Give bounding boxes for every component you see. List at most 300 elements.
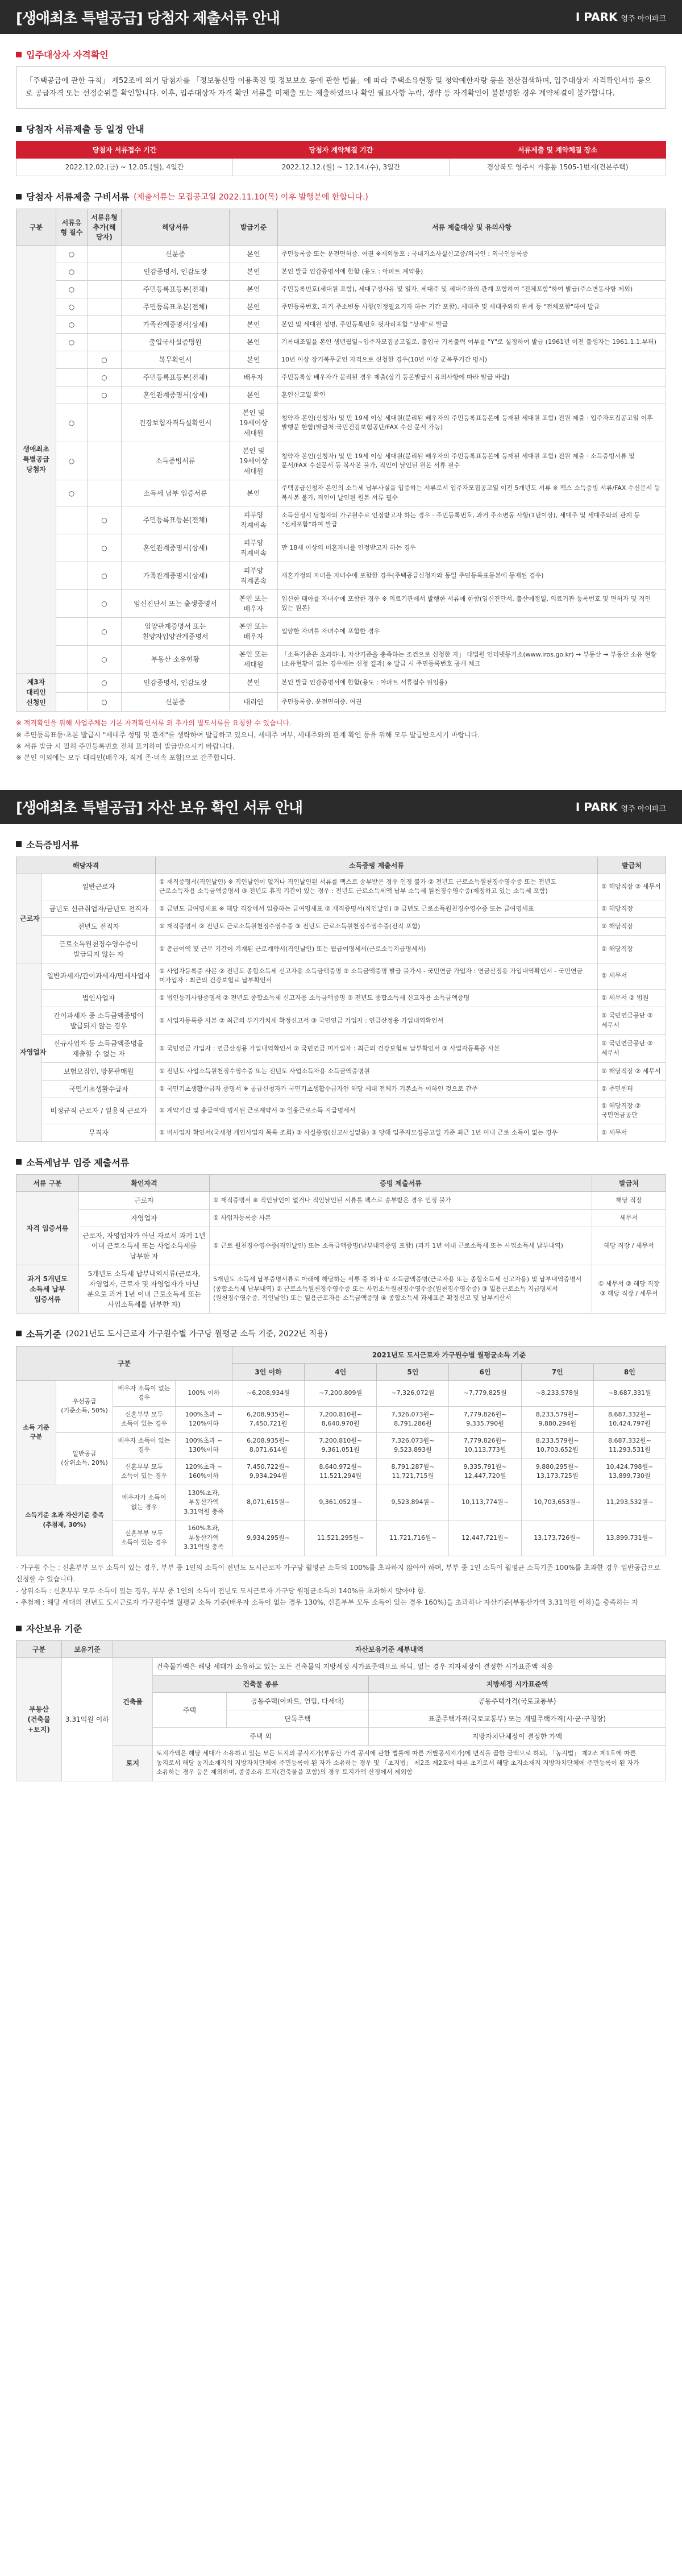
std-value: 8,791,287원~ 11,721,715원	[377, 1459, 449, 1485]
docs-additional: ○	[88, 674, 122, 693]
table-row	[16, 534, 666, 562]
schedule-header: 서류제출 및 계약체결 장소	[450, 142, 666, 159]
std-value: 11,521,295원~	[305, 1520, 377, 1556]
table-row	[16, 900, 666, 917]
std-header: 구분	[16, 1346, 232, 1380]
docs-name: 인감증명서, 인감도장	[122, 674, 230, 693]
docs-name: 신분증	[122, 692, 230, 712]
income-heading-text: 소득증빙서류	[26, 839, 79, 850]
docs-required	[56, 692, 88, 712]
income-type: 전년도 전직자	[42, 917, 156, 935]
income-issuer: ① 해당직장	[598, 900, 666, 917]
tax-group: 과거 5개년도 소득세 납부 입증서류	[16, 1265, 79, 1313]
docs-note: 청약자 본인(신청자) 및 만 19세 이상 세대원(분리된 배우자의 주민등록표등본에 등재된 세대원 포함) 전원 제출 · 입주자모집공고일 이후 발행분 한함(발급처:국민건강보험공단/FAX 수신 문서 가능)	[278, 404, 666, 442]
note-line: ※ 서류 발급 시 필히 주민등록번호 전체 표기하여 발급받으시기 바랍니다.	[16, 742, 235, 750]
docs-basis: 본인 또는 배우자	[230, 618, 278, 646]
docs-additional: ○	[88, 506, 122, 534]
tax-who: 근로자	[79, 1191, 210, 1209]
table-row	[16, 1265, 666, 1313]
std-kind: 배우자 소득이 없는 경우	[113, 1432, 176, 1459]
docs-basis: 대리인	[230, 692, 278, 712]
std-kind: 신혼부부 모두 소득이 있는 경우	[113, 1520, 176, 1556]
docs-heading-note: (제출서류는 모집공고일 2022.11.10(목) 이후 발행분에 한합니다.)	[134, 192, 368, 202]
docs-name: 복무확인서	[122, 351, 230, 369]
schedule-cell: 경상북도 영주시 가흥동 1505-1번지(견본주택)	[450, 159, 666, 176]
asset-building-intro: 건축물가액은 해당 세대가 소유하고 있는 모든 건축물의 지방세정 시가표준액으로 하되, 없는 경우 지자체장이 결정한 시가표준액 적용	[153, 1658, 666, 1676]
income-type: 금년도 신규취업자/금년도 전직자	[42, 900, 156, 917]
table-row	[16, 874, 666, 900]
std-top-header: 2021년도 도시근로자 가구원수별 월평균소득 기준	[232, 1346, 666, 1363]
docs-additional	[88, 442, 122, 480]
std-value: 7,779,826원~ 10,113,773원	[449, 1432, 521, 1459]
income-docs: ① 총급여액 및 근무 기간이 기재된 근로계약서(직인날인) 또는 월급여명세서(근로소득지급명세서)	[156, 935, 598, 963]
docs-basis: 본인 및 19세이상 세대원	[230, 404, 278, 442]
docs-additional	[88, 281, 122, 298]
docs-basis: 본인	[230, 246, 278, 263]
tax-group: 자격 입증서류	[16, 1191, 79, 1265]
tax-heading-text: 소득세납부 입증 제출서류	[26, 1157, 130, 1168]
asset-header: 구분	[16, 1641, 62, 1658]
schedule-cell: 2022.12.12.(월) ~ 12.14.(수), 3일간	[233, 159, 450, 176]
docs-note: 주택공급신청자 본인의 소득세 납부사실을 입증하는 서류로서 입주자모집공고일 이전 5개년도 서류 ※ 팩스 소득증빙 서류/FAX 수신문서 등 복사본 불가, 직인이 날인된 원본 서류 필수	[278, 480, 666, 506]
std-header: 3인 이하	[232, 1363, 305, 1380]
table-row	[16, 1080, 666, 1098]
std-value: 8,687,332원~ 10,424,797원	[593, 1406, 666, 1432]
income-issuer: ① 국민연금공단 ② 세무서	[598, 1034, 666, 1062]
table-row	[16, 1209, 666, 1227]
asset-a-kind: 주택	[153, 1693, 227, 1728]
income-issuer: ① 해당직장 ② 국민연금공단	[598, 1098, 666, 1124]
docs-header: 서류 제출대상 및 유의사항	[278, 209, 666, 246]
std-value: 7,450,722원~ 9,934,294원	[232, 1459, 305, 1485]
std-value: 9,523,894원~	[377, 1485, 449, 1520]
std-group: 소득 기준 구분	[16, 1380, 56, 1485]
income-category: 자영업자	[16, 963, 42, 1141]
std-value: ~7,326,072원	[377, 1380, 449, 1406]
table-row	[16, 562, 666, 590]
income-issuer: ① 세무서	[598, 1124, 666, 1141]
docs-note: 만 18세 이상의 미혼자녀를 인정받고자 하는 경우	[278, 534, 666, 562]
std-value: 13,899,731원~	[593, 1520, 666, 1556]
std-kind: 배우자가 소득이 없는 경우	[113, 1485, 176, 1520]
asset-heading-text: 자산보유 기준	[26, 1623, 82, 1635]
docs-required	[56, 506, 88, 534]
table-row	[16, 369, 666, 387]
square-bullet-icon	[16, 126, 22, 132]
intro-heading	[16, 48, 666, 61]
docs-basis: 본인 및 19세이상 세대원	[230, 442, 278, 480]
note-line: - 추첨제 : 해당 세대의 전년도 도시근로자 가구원수별 월평균 소득 기준(배우자 소득이 없는 경우 130%, 신혼부부 모두 소득이 있는 경우 160%)을 초과하나 자산기준(부동산가액 3.31억원 이하)을 충족하는 자	[16, 1598, 638, 1606]
std-value: 7,326,073원~ 8,791,286원	[377, 1406, 449, 1432]
docs-name: 임신진단서 또는 출생증명서	[122, 590, 230, 618]
income-type: 근로소득원천징수영수증이 발급되지 않는 자	[42, 935, 156, 963]
std-pct: 160%초과, 부동산가액 3.31억원 충족	[176, 1520, 232, 1556]
docs-required	[56, 674, 88, 693]
docs-basis: 본인	[230, 674, 278, 693]
asset-limit: 3.31억원 이하	[62, 1658, 113, 1781]
docs-required	[56, 351, 88, 369]
asset-land-text: 토지가액은 해당 세대가 소유하고 있는 모든 토지의 공시지가(부동산 가격 공시에 관한 법률에 따른 개별공시지가)에 면적을 곱한 금액으로 하되, 「농지법」 제2조 제1호에 따른 농지로서 해당 농지소재지의 지방자치단체에 주민등록이 된 자가 소유하는 경우 및 「초지법」 제2조 제2호에 따른 초지로서 해당 초지소재지 지방자치단체에 주민등록이 된 자가 소유하는 경우 등은 제외하며, 종중소유 토지(건축물을 포함)의 경우 토지가액 산정에서 제외함	[153, 1746, 666, 1781]
docs-name: 가족관계증명서(상세)	[122, 316, 230, 334]
std-value: 8,071,615원~	[232, 1485, 305, 1520]
docs-group: 제3자 대리인 신청인	[16, 674, 56, 712]
income-category: 근로자	[16, 874, 42, 963]
std-value: 8,233,579원~ 9,880,294원	[521, 1406, 593, 1432]
table-row	[16, 387, 666, 404]
income-docs: ① 계약기간 및 총급여액 명시된 근로계약서 ② 일용근로소득 지급명세서	[156, 1098, 598, 1124]
asset-table	[16, 1640, 666, 1781]
square-bullet-icon	[16, 1331, 22, 1336]
std-group: 소득기준 초과 자산기준 충족 (추첨제, 30%)	[16, 1485, 113, 1556]
tax-header: 증빙 제출서류	[210, 1174, 592, 1191]
docs-required: ○	[56, 480, 88, 506]
income-issuer: ① 해당직장	[598, 917, 666, 935]
docs-basis: 본인	[230, 298, 278, 316]
std-value: 7,779,826원~ 9,335,790원	[449, 1406, 521, 1432]
std-kind: 신혼부부 모두 소득이 있는 경우	[113, 1406, 176, 1432]
docs-basis: 본인	[230, 281, 278, 298]
docs-note: 소득산정시 당첨자의 가구원수로 인정받고자 하는 경우 · 주민등록번호, 과거 주소변동 사항(1년이상), 세대주 및 세대주와의 관계 등 "전체포함"하여 발급	[278, 506, 666, 534]
docs-note: 재혼가정의 자녀를 자녀수에 포함한 경우(주택공급신청자와 동일 주민등록표등본에 등재된 경우)	[278, 562, 666, 590]
table-row	[16, 298, 666, 316]
std-header: 6인	[449, 1363, 521, 1380]
asset-sub-land: 토지	[113, 1746, 153, 1781]
doc2-title-bar	[0, 790, 682, 824]
table-row	[16, 1380, 666, 1406]
std-value: 9,934,295원~	[232, 1520, 305, 1556]
tax-header: 확인자격	[79, 1174, 210, 1191]
std-value: 12,447,721원~	[449, 1520, 521, 1556]
income-issuer: ① 주민센터	[598, 1080, 666, 1098]
docs-required: ○	[56, 404, 88, 442]
brand-logo	[576, 800, 666, 814]
income-docs: ① 국민연금 가입자 : 연금산정용 가입내역확인서 ② 국민연금 미가입자 : 최근의 건강보험료 납부확인서 ③ 사업자등록증 사본	[156, 1034, 598, 1062]
docs-note: 주민등록증, 운전면허증, 여권	[278, 692, 666, 712]
docs-name: 주민등록표초본(전체)	[122, 298, 230, 316]
intro-text: 「주택공급에 관한 규칙」 제52조에 의거 당첨자를 「정보통신망 이용촉진 및 정보보호 등에 관한 법률」에 따라 주택소유현황 및 청약예한자량 등을 전산검색하며, 입주대상자 자격확인서류 등으로 공급자격 또는 선정순위를 확인합니다. 이후, 입주대상자 자격 확인 서류를 미제출 또는 제출하였으나 확인 필요사항 누락, 생략 등 자격확인이 불분명한 경우 계약체결이 불가합니다.	[16, 67, 666, 109]
docs-required: ○	[56, 246, 88, 263]
table-row	[16, 1098, 666, 1124]
note-line: - 가구원 수는 : 신혼부부 모두 소득이 있는 경우, 부부 중 1인의 소득이 전년도 도시근로자 가구당 월평균 소득의 100%를 초과하지 않아야 하며, 부부 중 1인 소득이 월평균 소득기준 100%를 초과한 경우 일반공급으로 신청할 수 있습니다.	[16, 1563, 660, 1584]
table-row	[16, 1062, 666, 1080]
docs-name: 인감증명서, 인감도장	[122, 263, 230, 281]
income-type: 법인사업자	[42, 989, 156, 1007]
docs-note: 청약자 본인(신청자) 및 만 19세 이상 세대원(분리된 배우자의 주민등록표등본에 등재된 세대원 포함) 전원 제출 · 소득증빙서류 및 문서/FAX 수신문서 등 복사본 불가, 직인이 날인된 원본 서류 필수	[278, 442, 666, 480]
docs-table	[16, 209, 666, 712]
docs-basis: 피부양 직계비속	[230, 506, 278, 534]
tax-who: 5개년도 소득세 납부내역서류(근로자, 자영업자, 근로자 및 자영업자가 아닌 분으로 과거 1년 이내 근로소득세 또는 사업소득세를 납부한 자)	[79, 1265, 210, 1313]
docs-note: 혼인신고일 확인	[278, 387, 666, 404]
docs-additional	[88, 246, 122, 263]
income-type: 비정규직 근로자 / 일용직 근로자	[42, 1098, 156, 1124]
docs-note: 본인 발급 인감증명서에 한함(용도 : 아파트 서류접수 위임용)	[278, 674, 666, 693]
docs-name: 혼인관계증명서(상세)	[122, 387, 230, 404]
asset-header: 보유기준	[62, 1641, 113, 1658]
std-value: 10,113,774원~	[449, 1485, 521, 1520]
income-docs: ① 금년도 급여명세표 ※ 해당 직장에서 입증하는 급여명세표 ② 재직증명서(직인날인) ③ 금년도 근로소득원천징수영수증 또는 급여명세표	[156, 900, 598, 917]
table-row	[16, 674, 666, 693]
table-row	[16, 917, 666, 935]
docs-header: 구분	[16, 209, 56, 246]
docs-basis: 본인	[230, 351, 278, 369]
std-value: 11,293,532원~	[593, 1485, 666, 1520]
income-header: 발급처	[598, 857, 666, 874]
schedule-heading-text: 당첨자 서류제출 등 일정 안내	[26, 124, 144, 135]
docs-note: 입신한 태아를 자녀수에 포함한 경우 ※ 의료기관에서 발행한 서류에 한함(임신진단서, 출산예정일, 의료기관 등록번호 및 면허자 및 직인 있는 원본)	[278, 590, 666, 618]
square-bullet-icon	[16, 841, 22, 847]
square-bullet-icon	[16, 194, 22, 200]
docs-name: 출입국사실증명원	[122, 334, 230, 351]
docs-name: 가족관계증명서(상세)	[122, 562, 230, 590]
asset-sub-building: 건축물	[113, 1658, 153, 1746]
docs-name: 소득증빙서류	[122, 442, 230, 480]
docs-name: 입양관계증명서 또는 친양자입양관계증명서	[122, 618, 230, 646]
table-row	[16, 506, 666, 534]
income-docs: ① 사업자등록증 사본 ② 전년도 종합소득세 신고자용 소득금액증명 ③ 소득금액증명 발급 불가시 - 국민연금 가입자 : 연금산정용 가입내역확인서 - 국민연금 미가입자 : 최근의 건강보험료 납부확인서	[156, 963, 598, 989]
income-header: 해당자격	[16, 857, 156, 874]
docs-additional: ○	[88, 618, 122, 646]
table-row	[16, 404, 666, 442]
docs-note: 10년 이상 장기복무군인 자격으로 신청한 경우(10년 이상 군복무기간 명시)	[278, 351, 666, 369]
tax-who: 근로자, 자영업자가 아닌 자로서 과거 1년 이내 근로소득세 또는 사업소득세를 납부한 자	[79, 1227, 210, 1265]
std-sub: 일반공급(상위소득, 20%)	[56, 1432, 113, 1485]
income-issuer: ① 해당직장	[598, 935, 666, 963]
std-value: 9,880,295원~ 13,173,725원	[521, 1459, 593, 1485]
table-row	[16, 618, 666, 646]
table-row	[16, 351, 666, 369]
tax-issuer: 해당 직장	[592, 1191, 666, 1209]
table-row	[16, 646, 666, 674]
tax-issuer: 해당 직장 / 세무서	[592, 1227, 666, 1265]
std-notes	[16, 1562, 666, 1609]
schedule-cell: 2022.12.02.(금) ~ 12.05.(월), 4일간	[16, 159, 233, 176]
std-value: ~8,233,578원	[521, 1380, 593, 1406]
std-heading	[16, 1327, 666, 1340]
table-row	[16, 989, 666, 1007]
std-heading-note: (2021년도 도시근로자 가구원수별 가구당 월평균 소득 기준, 2022년 적용)	[65, 1329, 328, 1339]
income-issuer: ① 해당직장 ② 세무서	[598, 874, 666, 900]
asset-a-header: 건축물 종류	[153, 1676, 369, 1693]
std-value: 13,173,726원~	[521, 1520, 593, 1556]
docs-additional	[88, 298, 122, 316]
std-pct: 120%초과 ~ 160%이하	[176, 1459, 232, 1485]
docs-basis: 본인	[230, 334, 278, 351]
tax-docs: ① 재직증명서 ※ 직인날인이 없거나 직인날인된 서류를 팩스로 송부받은 경우 인정 불가	[210, 1191, 592, 1209]
income-table	[16, 857, 666, 1142]
income-header: 소득증빙 제출서류	[156, 857, 598, 874]
table-row	[16, 1432, 666, 1459]
docs-basis: 피부양 직계비속	[230, 534, 278, 562]
std-value: 6,208,935원~ 7,450,721원	[232, 1406, 305, 1432]
docs-additional	[88, 404, 122, 442]
std-value: 8,687,332원~ 11,293,531원	[593, 1432, 666, 1459]
doc2-title: [생애최초 특별공급] 자산 보유 확인 서류 안내	[16, 800, 303, 817]
brand-sub: 영주 아이파크	[621, 804, 666, 813]
asset-group: 부동산 (건축물 +토지)	[16, 1658, 62, 1781]
asset-a-sub: 공동주택(아파트, 연립, 다세대)	[227, 1693, 369, 1710]
income-issuer: ① 세무서 ② 법원	[598, 989, 666, 1007]
income-type: 신규사업자 등 소득금액증명을 제출할 수 없는 자	[42, 1034, 156, 1062]
asset-a-header: 지방세정 시가표준액	[369, 1676, 666, 1693]
table-row	[16, 1227, 666, 1265]
income-issuer: ① 해당직장 ② 세무서	[598, 1062, 666, 1080]
income-docs: ① 재직증명서(직인날인) ※ 직인날인이 없거나 직인날인된 서류를 팩스로 송부받은 경우 인정 불가 ② 전년도 근로소득원천징수영수증 또는 전년도 근로소득자용 소득금액증명서 ③ 전년도 휴직 기간이 있는 경우 : 전년도 근로소득세액 납부 소득세 원천징수영수증(제정하고 있는 소득세 포함)	[156, 874, 598, 900]
docs-name: 주민등록표등본(전체)	[122, 281, 230, 298]
table-row	[16, 1034, 666, 1062]
std-header: 7인	[521, 1363, 593, 1380]
docs-required	[56, 590, 88, 618]
table-row	[16, 1406, 666, 1432]
docs-header: 발급기준	[230, 209, 278, 246]
income-type: 무직자	[42, 1124, 156, 1141]
std-sub: 우선공급(기준소득, 50%)	[56, 1380, 113, 1432]
std-header: 4인	[305, 1363, 377, 1380]
std-value: 6,208,935원~ 8,071,614원	[232, 1432, 305, 1459]
docs-note: 주민등록상 배우자가 분리된 경우 제출(상기 등본발급시 유의사항에 따라 발급 바람)	[278, 369, 666, 387]
docs-heading	[16, 190, 666, 203]
table-row	[16, 1007, 666, 1034]
note-line: ※ 주민등록표등·초본 발급시 "세대주 성명 및 관계"를 생략하여 발급하고 있으니, 세대주 여부, 세대주와의 관계 확인 등을 위해 모두 발급받으시기 바랍니다.	[16, 730, 480, 739]
docs-required	[56, 646, 88, 674]
brand-name: I PARK	[575, 800, 618, 814]
table-row	[16, 935, 666, 963]
std-header: 5인	[377, 1363, 449, 1380]
asset-a-sub: 단독주택	[227, 1710, 369, 1728]
docs-additional: ○	[88, 646, 122, 674]
docs-heading-text: 당첨자 서류제출 구비서류	[26, 192, 130, 203]
asset-a-value: 표준주택가격(국토교통부) 또는 개별주택가격(시·군·구청장)	[369, 1710, 666, 1728]
docs-required	[56, 618, 88, 646]
brand-logo	[576, 10, 666, 24]
tax-docs: ① 사업자등록증 사본	[210, 1209, 592, 1227]
docs-header: 해당서류	[122, 209, 230, 246]
note-line: ※ 본인 이외에는 모두 대리인(배우자, 직계 존·비속 포함)으로 간주합니다.	[16, 754, 235, 762]
std-value: 10,703,653원~	[521, 1485, 593, 1520]
docs-name: 소득세 납부 입증서류	[122, 480, 230, 506]
docs-note: 「소득기준은 초과하나, 자산기준을 충족하는 조건으로 신청한 자」 대법원 인터넷등기소(www.iros.go.kr) → 부동산 → 부동산 소유 현황 (소유현황이 없는 경우에는 신청 결과) ※ 발급 시 주민등록번호 공개 체크	[278, 646, 666, 674]
std-kind: 신혼부부 모두 소득이 있는 경우	[113, 1459, 176, 1485]
brand-name: I PARK	[575, 10, 618, 24]
table-row	[16, 263, 666, 281]
std-table	[16, 1346, 666, 1556]
docs-name: 혼인관계증명서(상세)	[122, 534, 230, 562]
docs-additional	[88, 334, 122, 351]
schedule-header: 당첨자 계약체결 기간	[233, 142, 450, 159]
docs-note: 기록대조일을 본인 생년월일~입주자모집공고일로, 출입국 기록출력 여부를 "Y"로 설정하여 발급 (1961년 이전 출생자는 1961.1.1.부터)	[278, 334, 666, 351]
docs-additional: ○	[88, 351, 122, 369]
docs-notes	[16, 717, 666, 764]
std-value: 8,640,972원~ 11,521,294원	[305, 1459, 377, 1485]
table-row	[16, 590, 666, 618]
docs-additional: ○	[88, 534, 122, 562]
table-row	[16, 246, 666, 263]
docs-required	[56, 387, 88, 404]
asset-a-value: 공동주택가격(국토교통부)	[369, 1693, 666, 1710]
docs-note: 입양한 자녀를 자녀수에 포함한 경우	[278, 618, 666, 646]
std-value: 7,200,810원~ 8,640,970원	[305, 1406, 377, 1432]
tax-issuer: 세무서	[592, 1209, 666, 1227]
docs-basis: 본인	[230, 316, 278, 334]
income-issuer: ① 국민연금공단 ② 세무서	[598, 1007, 666, 1034]
table-row	[16, 316, 666, 334]
asset-a-kind: 주택 외	[153, 1728, 369, 1746]
table-row	[16, 442, 666, 480]
schedule-table	[16, 141, 666, 176]
docs-additional	[88, 316, 122, 334]
income-heading	[16, 838, 666, 851]
docs-note: 본인 및 세대원 성명, 주민등록번호 뒷자리포함 "상세"로 발급	[278, 316, 666, 334]
income-type: 일반근로자	[42, 874, 156, 900]
docs-required	[56, 562, 88, 590]
note-line: - 상위소득 : 신혼부부 모두 소득이 있는 경우, 부부 중 1인의 소득이 전년도 도시근로자 가구당 월평균소득의 140%를 초과하지 않아야 함.	[16, 1586, 426, 1595]
income-docs: ① 재직증명서 ② 전년도 근로소득원천징수영수증 ③ 전년도 근로소득원천징수영수증(전직 포함)	[156, 917, 598, 935]
income-docs: ① 전년도 사업소득원천징수영수증 또는 전년도 사업소득자용 소득금액증명원	[156, 1062, 598, 1080]
docs-name: 부동산 소유현황	[122, 646, 230, 674]
docs-basis: 본인	[230, 387, 278, 404]
std-value: ~7,200,809원	[305, 1380, 377, 1406]
table-row	[16, 692, 666, 712]
docs-basis: 본인	[230, 263, 278, 281]
docs-additional	[88, 480, 122, 506]
table-row	[16, 334, 666, 351]
std-value: 8,233,579원~ 10,703,652원	[521, 1432, 593, 1459]
docs-name: 주민등록표등본(전체)	[122, 369, 230, 387]
docs-required: ○	[56, 263, 88, 281]
docs-name: 주민등록표등본(전체)	[122, 506, 230, 534]
docs-header: 서류유형 필수	[56, 209, 88, 246]
std-value: 11,721,716원~	[377, 1520, 449, 1556]
docs-note: 주민등록증 또는 운전면허증, 여권 ※재외동포 : 국내거소사실신고증/외국인 : 외국인등록증	[278, 246, 666, 263]
std-header: 8인	[593, 1363, 666, 1380]
table-row	[16, 1520, 666, 1556]
tax-header: 발급처	[592, 1174, 666, 1191]
docs-name: 건강보험자격득실확인서	[122, 404, 230, 442]
docs-note: 본인 발급 인감증명서에 한함 (용도 : 아파트 계약용)	[278, 263, 666, 281]
income-docs: ① 국민기초생활수급자 증명서 ※ 공급신청자가 국민기초생활수급자인 해당 세대 전체가 기본소득 이하인 것으로 간주	[156, 1080, 598, 1098]
docs-additional: ○	[88, 369, 122, 387]
table-row	[16, 1459, 666, 1485]
docs-basis: 피부양 직계존속	[230, 562, 278, 590]
table-row	[16, 1191, 666, 1209]
income-type: 보험모집인, 방문판매원	[42, 1062, 156, 1080]
docs-additional: ○	[88, 562, 122, 590]
brand-sub: 영주 아이파크	[621, 15, 666, 23]
docs-basis: 본인 또는 배우자	[230, 590, 278, 618]
std-value: 10,424,798원~ 13,899,730원	[593, 1459, 666, 1485]
schedule-heading	[16, 122, 666, 135]
schedule-header: 당첨자 서류접수 기간	[16, 142, 233, 159]
asset-heading	[16, 1622, 666, 1635]
std-pct: 100%초과 ~ 120%이하	[176, 1406, 232, 1432]
table-row	[16, 1485, 666, 1520]
docs-required: ○	[56, 334, 88, 351]
docs-additional	[88, 263, 122, 281]
note-line: ※ 적격확인을 위해 사업주체는 기본 자격확인서류 외 추가의 별도서류를 요청할 수 있습니다.	[16, 719, 292, 728]
intro-heading-text: 입주대상자 자격확인	[26, 49, 109, 60]
docs-required	[56, 369, 88, 387]
std-value: ~8,687,331원	[593, 1380, 666, 1406]
std-pct: 130%초과, 부동산가액 3.31억원 충족	[176, 1485, 232, 1520]
tax-docs: 5개년도 소득세 납부증명서류로 아래에 해당하는 서류 중 하나 ① 소득금액증명(근로자용 또는 종합소득세 신고자용) 및 납부내역증명서(종합소득세 납부내역) ② 근로소득원천징수영수증 또는 사업소득원천징수영수증(원천징수영수증) ③ 일용근로소득 지급명세서(원천징수영수증, 직인날인) 또는 일용근로자용 소득금액증명 ④ 종합소득세 과세표준 확정신고 및 납부계산서	[210, 1265, 592, 1313]
std-pct: 100% 이하	[176, 1380, 232, 1406]
doc1-title-bar	[0, 0, 682, 34]
table-row	[16, 963, 666, 989]
std-value: 7,200,810원~ 9,361,051원	[305, 1432, 377, 1459]
std-value: 7,326,073원~ 9,523,893원	[377, 1432, 449, 1459]
docs-additional: ○	[88, 590, 122, 618]
table-row	[16, 1124, 666, 1141]
docs-required: ○	[56, 442, 88, 480]
